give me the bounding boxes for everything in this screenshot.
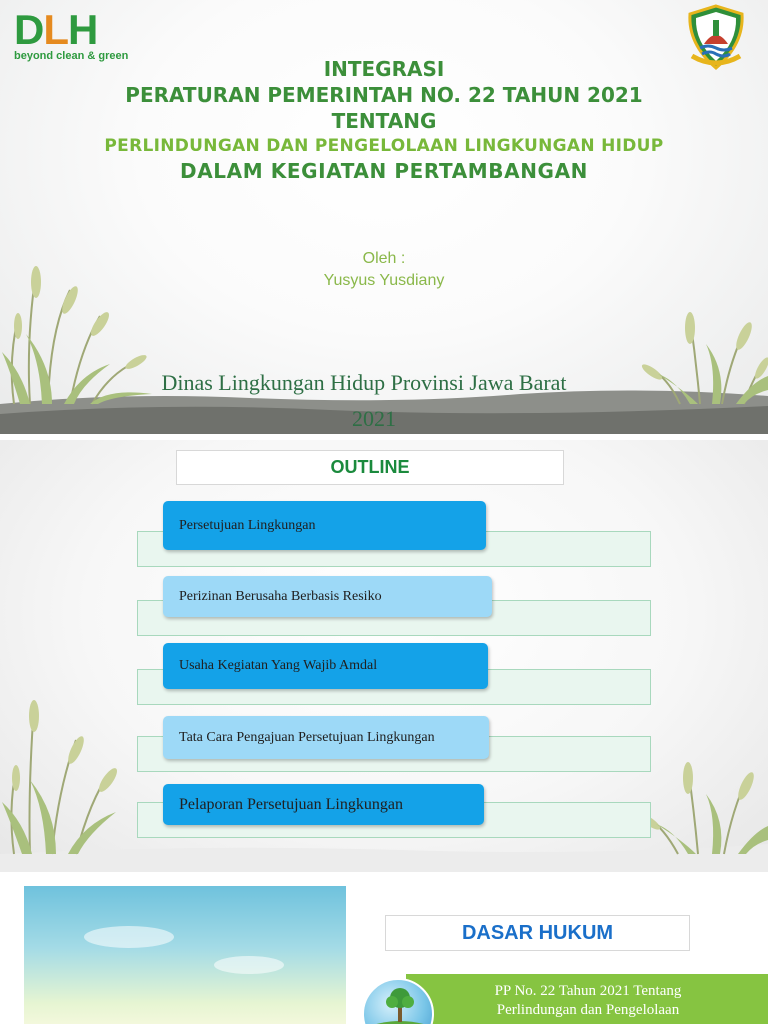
- author-label: Oleh :: [362, 250, 406, 267]
- title-line-3: TENTANG: [331, 109, 437, 133]
- sky-illustration: [24, 886, 346, 1024]
- outline-item-tata-cara-pengajuan[interactable]: Tata Cara Pengajuan Persetujuan Lingkungan: [163, 716, 489, 759]
- outline-slide: [0, 440, 768, 872]
- title-slide: [0, 0, 768, 434]
- legal-basis-line-1: PP No. 22 Tahun 2021 Tentang: [494, 983, 682, 999]
- legal-basis-card: [406, 974, 768, 1024]
- title-line-5: DALAM KEGIATAN PERTAMBANGAN: [180, 159, 588, 183]
- dlh-logo: DLH beyond clean & green: [14, 6, 129, 62]
- outline-item-pelaporan[interactable]: Pelaporan Persetujuan Lingkungan: [163, 784, 484, 825]
- outline-heading: OUTLINE: [176, 450, 564, 485]
- cloud-icon: [84, 926, 174, 948]
- agency-name: Dinas Lingkungan Hidup Provinsi Jawa Barat: [161, 370, 567, 395]
- presentation-title: [0, 56, 768, 184]
- title-line-1: INTEGRASI: [323, 57, 445, 81]
- agency-year: 2021: [352, 406, 396, 431]
- legal-basis-line-2: Perlindungan dan Pengelolaan: [496, 1002, 680, 1018]
- outline-item-persetujuan-lingkungan[interactable]: Persetujuan Lingkungan: [163, 501, 486, 550]
- title-line-4: PERLINDUNGAN DAN PENGELOLAAN LINGKUNGAN HIDUP: [104, 136, 664, 156]
- outline-item-usaha-wajib-amdal[interactable]: Usaha Kegiatan Yang Wajib Amdal: [163, 643, 488, 689]
- dasar-hukum-slide: [0, 878, 768, 1024]
- logo-tagline: beyond clean & green: [14, 50, 129, 62]
- author-block: [0, 248, 768, 292]
- outline-item-perizinan-berusaha[interactable]: Perizinan Berusaha Berbasis Resiko: [163, 576, 492, 617]
- leaf-letter: L: [43, 6, 68, 53]
- title-line-2: PERATURAN PEMERINTAH NO. 22 TAHUN 2021: [125, 83, 643, 107]
- author-name: Yusyus Yusdiany: [323, 272, 445, 289]
- cloud-icon: [214, 956, 284, 974]
- agency-block: [0, 365, 728, 434]
- dasar-hukum-heading: DASAR HUKUM: [385, 915, 690, 951]
